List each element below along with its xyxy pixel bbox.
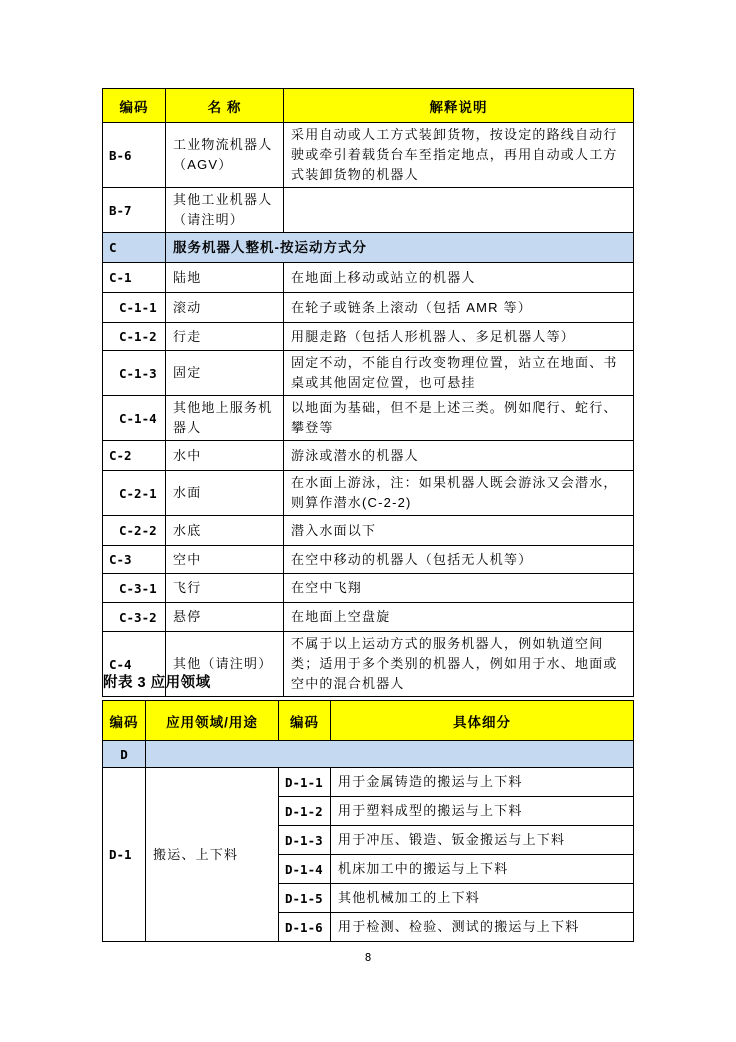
table-row bbox=[103, 471, 634, 516]
table-row bbox=[103, 188, 634, 233]
code-cell: C-1-4 bbox=[103, 396, 166, 441]
header-cell: 编码 bbox=[103, 89, 166, 123]
code-cell: C-1-2 bbox=[103, 323, 166, 351]
page-number: 8 bbox=[364, 951, 372, 964]
name-cell: 飞行 bbox=[166, 574, 284, 603]
header-cell: 编码 bbox=[279, 701, 331, 741]
name-cell: 陆地 bbox=[166, 263, 284, 293]
name-cell: 悬停 bbox=[166, 603, 284, 632]
table-row bbox=[103, 123, 634, 188]
header-cell: 具体细分 bbox=[331, 701, 634, 741]
name-cell: 水面 bbox=[166, 471, 284, 516]
header-cell: 编码 bbox=[103, 701, 146, 741]
desc-cell: 用于金属铸造的搬运与上下料 bbox=[331, 768, 634, 797]
desc-cell: 潜入水面以下 bbox=[284, 516, 634, 546]
table-row bbox=[103, 396, 634, 441]
desc-cell: 在地面上移动或站立的机器人 bbox=[284, 263, 634, 293]
section-title-cell: 服务机器人整机-按运动方式分 bbox=[166, 233, 634, 263]
code-cell: D-1-5 bbox=[279, 884, 331, 913]
desc-cell: 不属于以上运动方式的服务机器人，例如轨道空间类；适用于多个类别的机器人，例如用于水、地面或空中的混合机器人 bbox=[284, 632, 634, 697]
desc-cell: 用于冲压、锻造、钣金搬运与上下料 bbox=[331, 826, 634, 855]
header-cell: 应用领域/用途 bbox=[146, 701, 279, 741]
code-cell: C-1-3 bbox=[103, 351, 166, 396]
code-cell: C-4 bbox=[103, 632, 166, 697]
desc-cell: 在空中移动的机器人（包括无人机等） bbox=[284, 546, 634, 574]
application-field-table bbox=[102, 700, 634, 942]
name-cell: 行走 bbox=[166, 323, 284, 351]
desc-cell: 固定不动，不能自行改变物理位置，站立在地面、书桌或其他固定位置，也可悬挂 bbox=[284, 351, 634, 396]
table-row bbox=[103, 516, 634, 546]
section-row bbox=[103, 233, 634, 263]
table-row bbox=[103, 293, 634, 323]
code-cell: D-1-6 bbox=[279, 913, 331, 942]
code-cell: D bbox=[103, 741, 146, 768]
name-cell: 水中 bbox=[166, 441, 284, 471]
desc-cell: 用于塑料成型的搬运与上下料 bbox=[331, 797, 634, 826]
desc-cell bbox=[284, 188, 634, 233]
desc-cell: 在空中飞翔 bbox=[284, 574, 634, 603]
table-row bbox=[103, 546, 634, 574]
group-code-cell: D-1 bbox=[103, 768, 146, 942]
code-cell: C-3-1 bbox=[103, 574, 166, 603]
section-row bbox=[103, 741, 634, 768]
code-cell: C-1-1 bbox=[103, 293, 166, 323]
name-cell: 工业物流机器人（AGV） bbox=[166, 123, 284, 188]
table-row bbox=[103, 441, 634, 471]
table3-caption: 附表 3 应用领域 bbox=[103, 675, 211, 691]
section-empty-cell bbox=[146, 741, 634, 768]
table-header-row bbox=[103, 89, 634, 123]
desc-cell: 游泳或潜水的机器人 bbox=[284, 441, 634, 471]
code-cell: C-2 bbox=[103, 441, 166, 471]
name-cell: 其他地上服务机器人 bbox=[166, 396, 284, 441]
table-header-row bbox=[103, 701, 634, 741]
code-cell: C-2-2 bbox=[103, 516, 166, 546]
table-row bbox=[103, 768, 634, 797]
code-cell: D-1-2 bbox=[279, 797, 331, 826]
desc-cell: 在地面上空盘旋 bbox=[284, 603, 634, 632]
name-cell: 固定 bbox=[166, 351, 284, 396]
table-row bbox=[103, 603, 634, 632]
desc-cell: 其他机械加工的上下料 bbox=[331, 884, 634, 913]
name-cell: 空中 bbox=[166, 546, 284, 574]
code-cell: D-1-4 bbox=[279, 855, 331, 884]
code-cell: D-1-3 bbox=[279, 826, 331, 855]
table-row bbox=[103, 574, 634, 603]
robot-classification-table bbox=[102, 88, 634, 697]
header-cell: 解释说明 bbox=[284, 89, 634, 123]
desc-cell: 在轮子或链条上滚动（包括 AMR 等） bbox=[284, 293, 634, 323]
name-cell: 其他工业机器人（请注明） bbox=[166, 188, 284, 233]
name-cell: 其他（请注明） bbox=[166, 632, 284, 697]
code-cell: C-3-2 bbox=[103, 603, 166, 632]
code-cell: C-3 bbox=[103, 546, 166, 574]
desc-cell: 采用自动或人工方式装卸货物，按设定的路线自动行驶或牵引着载货台车至指定地点，再用自动或人工方式装卸货物的机器人 bbox=[284, 123, 634, 188]
header-cell: 名 称 bbox=[166, 89, 284, 123]
table-row bbox=[103, 323, 634, 351]
desc-cell: 在水面上游泳，注：如果机器人既会游泳又会潜水，则算作潜水(C-2-2) bbox=[284, 471, 634, 516]
table-row bbox=[103, 351, 634, 396]
code-cell: C-1 bbox=[103, 263, 166, 293]
desc-cell: 以地面为基础，但不是上述三类。例如爬行、蛇行、攀登等 bbox=[284, 396, 634, 441]
code-cell: B-6 bbox=[103, 123, 166, 188]
code-cell: C-2-1 bbox=[103, 471, 166, 516]
desc-cell: 机床加工中的搬运与上下料 bbox=[331, 855, 634, 884]
name-cell: 滚动 bbox=[166, 293, 284, 323]
code-cell: B-7 bbox=[103, 188, 166, 233]
code-cell: C bbox=[103, 233, 166, 263]
desc-cell: 用于检测、检验、测试的搬运与上下料 bbox=[331, 913, 634, 942]
table-row bbox=[103, 263, 634, 293]
group-name-cell: 搬运、上下料 bbox=[146, 768, 279, 942]
code-cell: D-1-1 bbox=[279, 768, 331, 797]
desc-cell: 用腿走路（包括人形机器人、多足机器人等） bbox=[284, 323, 634, 351]
name-cell: 水底 bbox=[166, 516, 284, 546]
